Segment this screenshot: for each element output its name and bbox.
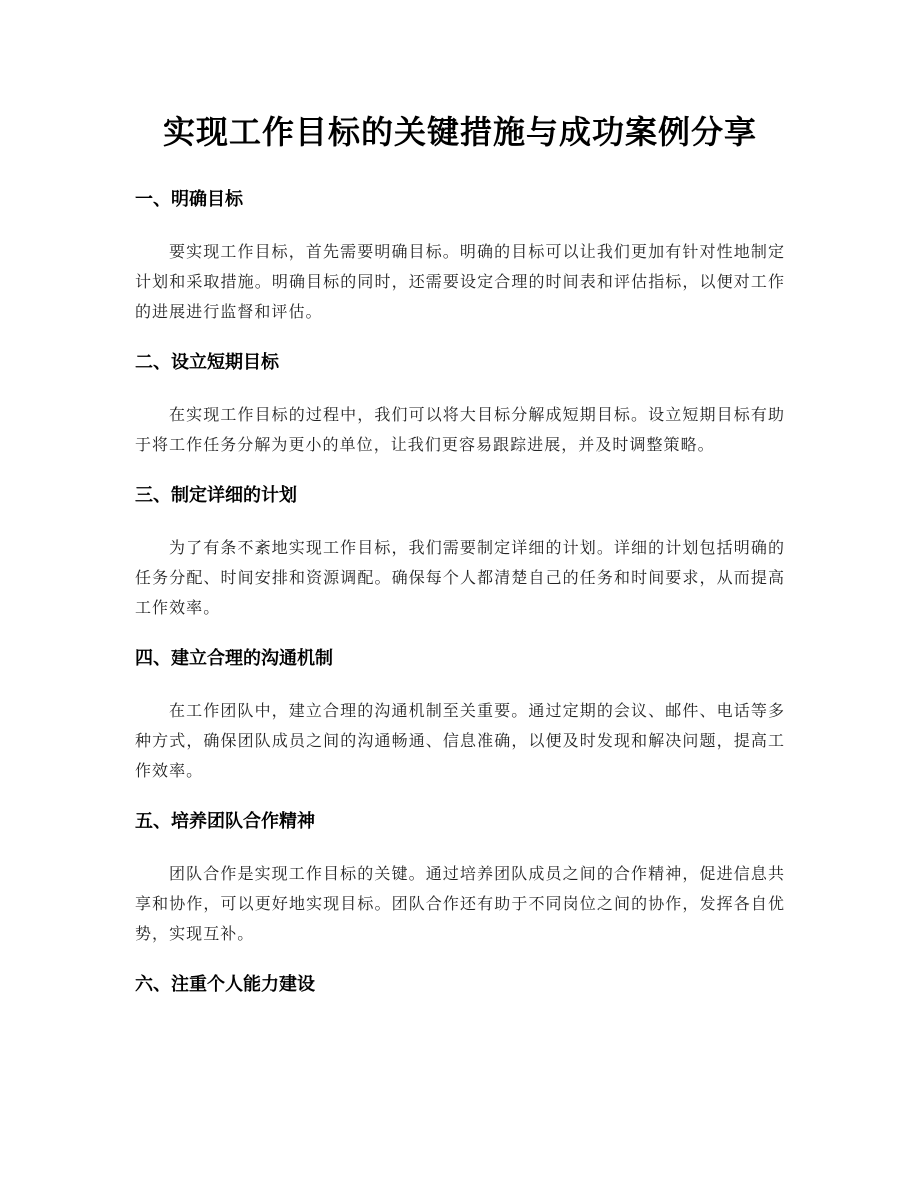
section-heading: 二、设立短期目标 — [135, 352, 279, 373]
section-personal-ability — [135, 971, 785, 999]
section-short-term-goals — [135, 349, 785, 460]
section-paragraph: 在工作团队中，建立合理的沟通机制至关重要。通过定期的会议、邮件、电话等多种方式，确保团队成员之间的沟通畅通、信息准确，以便及时发现和解决问题，提高工作效率。 — [135, 701, 785, 780]
section-communication — [135, 645, 785, 786]
section-paragraph: 团队合作是实现工作目标的关键。通过培养团队成员之间的合作精神，促进信息共享和协作，可以更好地实现目标。团队合作还有助于不同岗位之间的协作，发挥各自优势，实现互补。 — [135, 864, 785, 943]
section-heading: 五、培养团队合作精神 — [135, 811, 315, 832]
section-heading: 三、制定详细的计划 — [135, 485, 297, 506]
section-paragraph: 在实现工作目标的过程中，我们可以将大目标分解成短期目标。设立短期目标有助于将工作任务分解为更小的单位，让我们更容易跟踪进展，并及时调整策略。 — [135, 405, 785, 454]
section-detailed-plan — [135, 482, 785, 623]
document-title: 实现工作目标的关键措施与成功案例分享 — [162, 113, 757, 151]
document-sections — [135, 186, 785, 999]
section-teamwork — [135, 808, 785, 949]
section-heading: 一、明确目标 — [135, 189, 243, 210]
section-heading: 四、建立合理的沟通机制 — [135, 648, 333, 669]
section-paragraph: 要实现工作目标，首先需要明确目标。明确的目标可以让我们更加有针对性地制定计划和采取措施。明确目标的同时，还需要设定合理的时间表和评估指标，以便对工作的进展进行监督和评估。 — [135, 242, 785, 321]
section-heading: 六、注重个人能力建设 — [135, 974, 315, 995]
section-define-goals — [135, 186, 785, 327]
section-paragraph: 为了有条不紊地实现工作目标，我们需要制定详细的计划。详细的计划包括明确的任务分配、时间安排和资源调配。确保每个人都清楚自己的任务和时间要求，从而提高工作效率。 — [135, 538, 785, 617]
